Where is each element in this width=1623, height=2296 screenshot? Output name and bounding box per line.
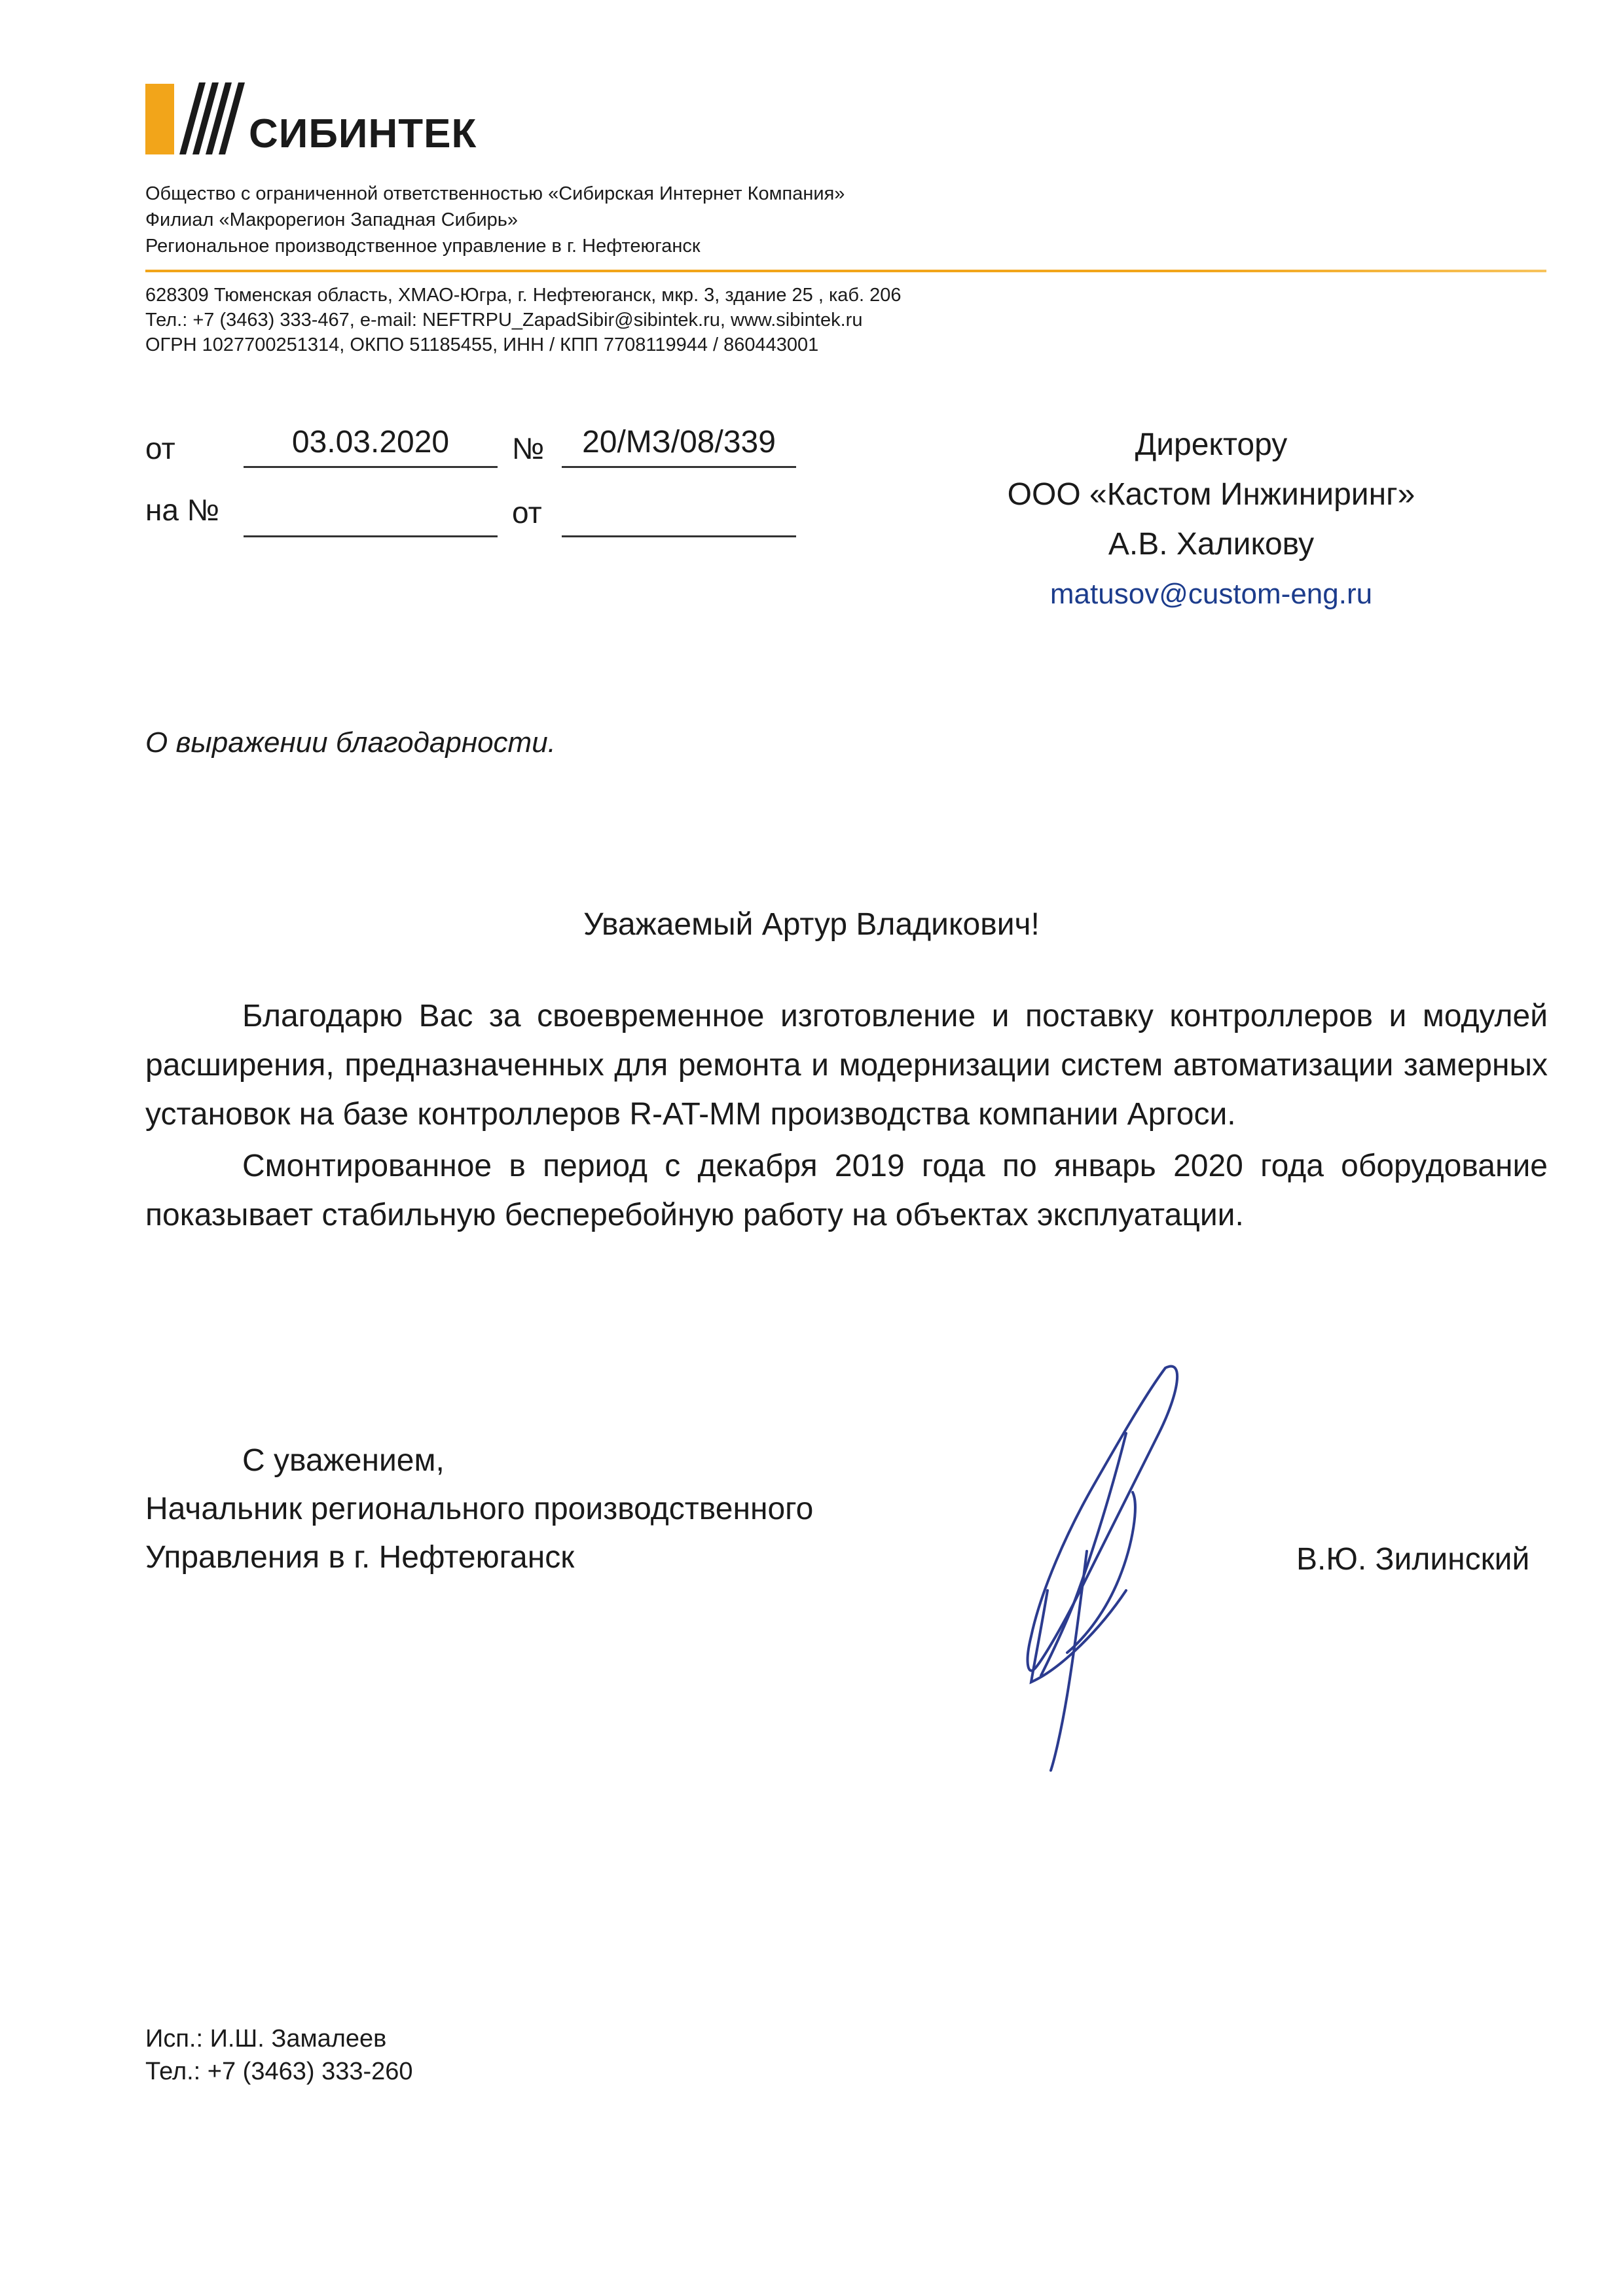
- handwritten-signature: [969, 1355, 1205, 1774]
- header-divider: [145, 270, 1546, 272]
- executor-name: Исп.: И.Ш. Замалеев: [145, 2025, 387, 2053]
- letter-body: [145, 992, 1548, 1242]
- in-reply-label: на №: [145, 493, 220, 527]
- addressee-position: Директору: [1135, 427, 1288, 462]
- body-paragraph: Смонтированное в период с декабря 2019 года по январь 2020 года оборудование показывает стабильную бесперебойную работу на объектах эксплуатации.: [145, 1149, 1548, 1232]
- contact-line: ОГРН 1027700251314, ОКПО 51185455, ИНН / КПП 7708119944 / 860443001: [145, 334, 819, 355]
- company-line: Региональное производственное управление в г. Нефтеюганск: [145, 236, 701, 257]
- company-line: Общество с ограниченной ответственностью «Сибирская Интернет Компания»: [145, 183, 845, 204]
- closing-regards: С уважением,: [242, 1443, 445, 1478]
- addressee-name: А.В. Халикову: [1108, 527, 1315, 562]
- contact-info: [145, 283, 902, 357]
- salutation: Уважаемый Артур Владикович!: [583, 907, 1040, 942]
- date-label: от: [145, 431, 175, 465]
- contact-line: Тел.: +7 (3463) 333-467, e-mail: NEFTRPU_ZapadSibir@sibintek.ru, www.sibintek.ru: [145, 310, 863, 331]
- contact-line: 628309 Тюменская область, ХМАО-Югра, г. Нефтеюганск, мкр. 3, здание 25 , каб. 206: [145, 285, 902, 306]
- brand-name: СИБИНТЕК: [249, 111, 477, 156]
- company-line: Филиал «Макрорегион Западная Сибирь»: [145, 209, 519, 230]
- company-logo: [145, 77, 477, 162]
- outgoing-number: 20/МЗ/08/339: [582, 425, 776, 459]
- company-info: [145, 181, 845, 259]
- letter-subject: О выражении благодарности.: [145, 726, 556, 759]
- number-label: №: [512, 431, 545, 465]
- date-underline: [244, 466, 498, 468]
- addressee-organization: ООО «Кастом Инжиниринг»: [1007, 477, 1415, 512]
- addressee-email[interactable]: matusov@custom-eng.ru: [1049, 578, 1373, 610]
- signer-title-line: Начальник регионального производственного: [145, 1492, 814, 1526]
- signer-title-line: Управления в г. Нефтеюганск: [145, 1540, 575, 1575]
- outgoing-date: 03.03.2020: [291, 425, 450, 459]
- addressee-block: [930, 420, 1493, 619]
- in-reply-from-label: от: [512, 495, 542, 529]
- number-underline: [562, 466, 796, 468]
- body-paragraph: Благодарю Вас за своевременное изготовление и поставку контроллеров и модулей расширения, предназначенных для ремонта и модернизации систем автоматизации замерных установок на базе контроллеров R-AT-MM производства компании Аргоси.: [145, 999, 1548, 1132]
- logo-mark-icon: [145, 77, 250, 156]
- executor-phone: Тел.: +7 (3463) 333-260: [145, 2058, 413, 2085]
- in-reply-date-underline: [562, 535, 796, 537]
- signer-name: В.Ю. Зилинский: [1296, 1542, 1530, 1577]
- closing-block: [145, 1437, 813, 1582]
- in-reply-underline: [244, 535, 498, 537]
- executor-block: [145, 2022, 413, 2088]
